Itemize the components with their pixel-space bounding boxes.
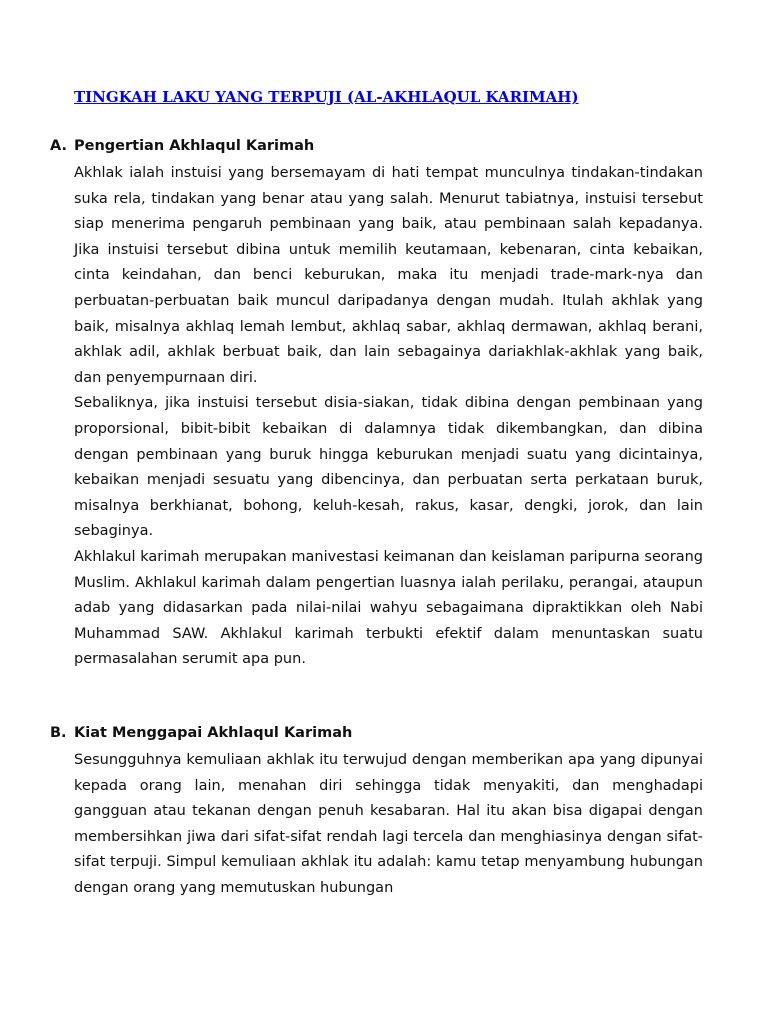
- section-a-body: [74, 161, 703, 673]
- section-a-paragraph-1: Akhlak ialah instuisi yang bersemayam di hati tempat munculnya tindakan-tindakan suka rela, tindakan yang benar atau yang salah. Menurut tabiatnya, instuisi tersebut siap menerima pengaruh pembinaan yang baik, atau pembinaan salah kepadanya. Jika instuisi tersebut dibina untuk memilih keutamaan, kebenaran, cinta kebaikan, cinta keindahan, dan benci keburukan, maka itu menjadi trade-mark-nya dan perbuatan-perbuatan baik muncul daripadanya dengan mudah. Itulah akhlak yang baik, misalnya akhlaq lemah lembut, akhlaq sabar, akhlaq dermawan, akhlaq berani, akhlak adil, akhlak berbuat baik, dan lain sebagainya dariakhlak-akhlak yang baik, dan penyempurnaan diri.: [74, 165, 703, 386]
- section-a-paragraph-3: Akhlakul karimah merupakan manivestasi keimanan dan keislaman paripurna seorang Muslim. Akhlakul karimah dalam pengertian luasnya ialah perilaku, perangai, ataupun adab yang didasarkan pada nilai-nilai wahyu sebagaimana dipraktikkan oleh Nabi Muhammad SAW. Akhlakul karimah terbukti efektif dalam menuntaskan suatu permasalahan serumit apa pun.: [74, 548, 703, 668]
- document-title-link[interactable]: TINGKAH LAKU YANG TERPUJI (AL-AKHLAQUL KARIMAH): [74, 88, 579, 106]
- section-b-heading: [50, 725, 352, 741]
- section-a-paragraph-2: Sebaliknya, jika instuisi tersebut disia-siakan, tidak dibina dengan pembinaan yang proporsional, bibit-bibit kebaikan di dalamnya tidak dikembangkan, dan dibina dengan pembinaan yang buruk hingga keburukan menjadi suatu yang dicintainya, kebaikan menjadi sesuatu yang dibencinya, dan perbuatan serta perkataan buruk, misalnya berkhianat, bohong, keluh-kesah, rakus, kasar, dengki, jorok, dan lain sebaginya.: [74, 395, 703, 540]
- section-a-title: Pengertian Akhlaqul Karimah: [74, 138, 315, 154]
- section-b-title: Kiat Menggapai Akhlaqul Karimah: [74, 725, 353, 741]
- section-b-letter: B.: [50, 725, 67, 741]
- section-a-letter: A.: [50, 138, 67, 154]
- section-b-paragraph-1: Sesungguhnya kemuliaan akhlak itu terwujud dengan memberikan apa yang dipunyai kepada orang lain, menahan diri sehingga tidak menyakiti, dan menghadapi gangguan atau tekanan dengan penuh kesabaran. Hal itu akan bisa digapai dengan membersihkan jiwa dari sifat-sifat rendah lagi tercela dan menghiasinya dengan sifat-sifat terpuji. Simpul kemuliaan akhlak itu adalah: kamu tetap menyambung hubungan dengan orang yang memutuskan hubungan: [74, 752, 703, 896]
- section-a-heading: [50, 138, 314, 154]
- section-b-body: [74, 748, 703, 902]
